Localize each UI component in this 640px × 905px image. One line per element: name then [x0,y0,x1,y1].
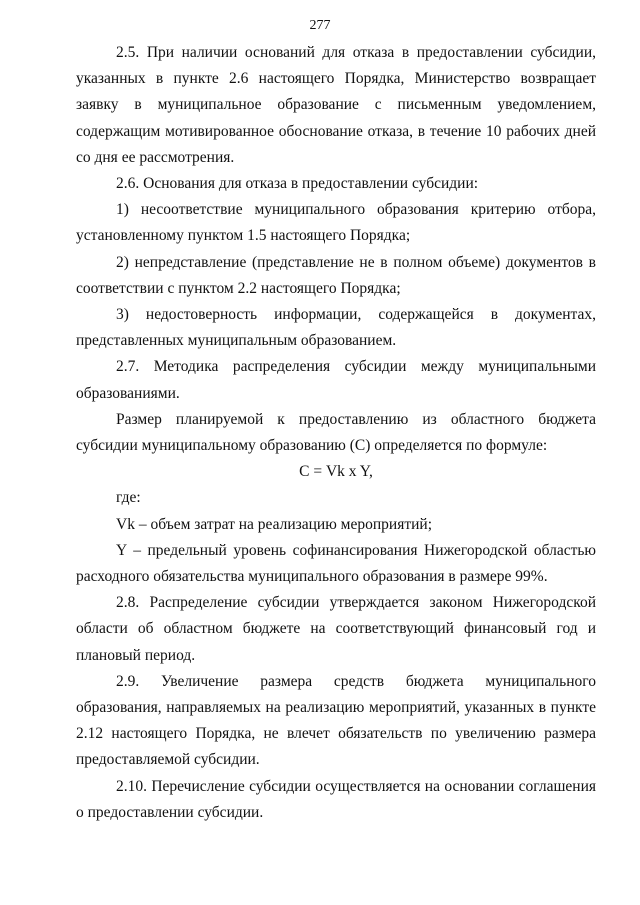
paragraph-2-9: 2.9. Увеличение размера средств бюджета муниципального образования, направляемых на реализацию мероприятий, указанных в пункте 2.12 настоящего Порядка, не влечет обязательств по увеличению размера предоставляемой субсидии. [76,672,596,769]
definition-y: Y – предельный уровень софинансирования Нижегородской областью расходного обязательства муниципального образования в размере 99%. [76,541,596,586]
list-item-2: 2) непредставление (представление не в полном объеме) документов в соответствии с пунктом 2.2 настоящего Порядка; [76,253,596,297]
formula: С = Vk x Y, [299,463,373,481]
list-item-3: 3) недостоверность информации, содержащейся в документах, представленных муниципальным образованием. [76,306,596,350]
definition-vk: Vk – объем затрат на реализацию мероприятий; [116,515,433,533]
paragraph-subsidy-size: Размер планируемой к предоставлению из областного бюджета субсидии муниципальному образованию (С) определяется по формуле: [76,410,596,455]
paragraph-2-6: 2.6. Основания для отказа в предоставлении субсидии: [116,175,479,193]
paragraph-2-7: 2.7. Методика распределения субсидии между муниципальными образованиями. [76,358,596,402]
paragraph-where: где: [116,489,141,507]
document-body [76,40,596,826]
list-item-1: 1) несоответствие муниципального образования критерию отбора, установленному пунктом 1.5 настоящего Порядка; [76,201,596,245]
paragraph-2-10: 2.10. Перечисление субсидии осуществляется на основании соглашения о предоставлении субсидии. [76,777,596,821]
page-number: 277 [309,18,331,33]
paragraph-2-8: 2.8. Распределение субсидии утверждается законом Нижегородской области об областном бюджете на соответствующий финансовый год и плановый период. [76,594,596,664]
paragraph-2-5: 2.5. При наличии оснований для отказа в предоставлении субсидии, указанных в пункте 2.6 настоящего Порядка, Министерство возвращает заявку в муниципальное образование с письменным уведомлением, содержащим мотивированное обоснование отказа, в течение 10 рабочих дней со дня ее рассмотрения. [76,44,596,166]
